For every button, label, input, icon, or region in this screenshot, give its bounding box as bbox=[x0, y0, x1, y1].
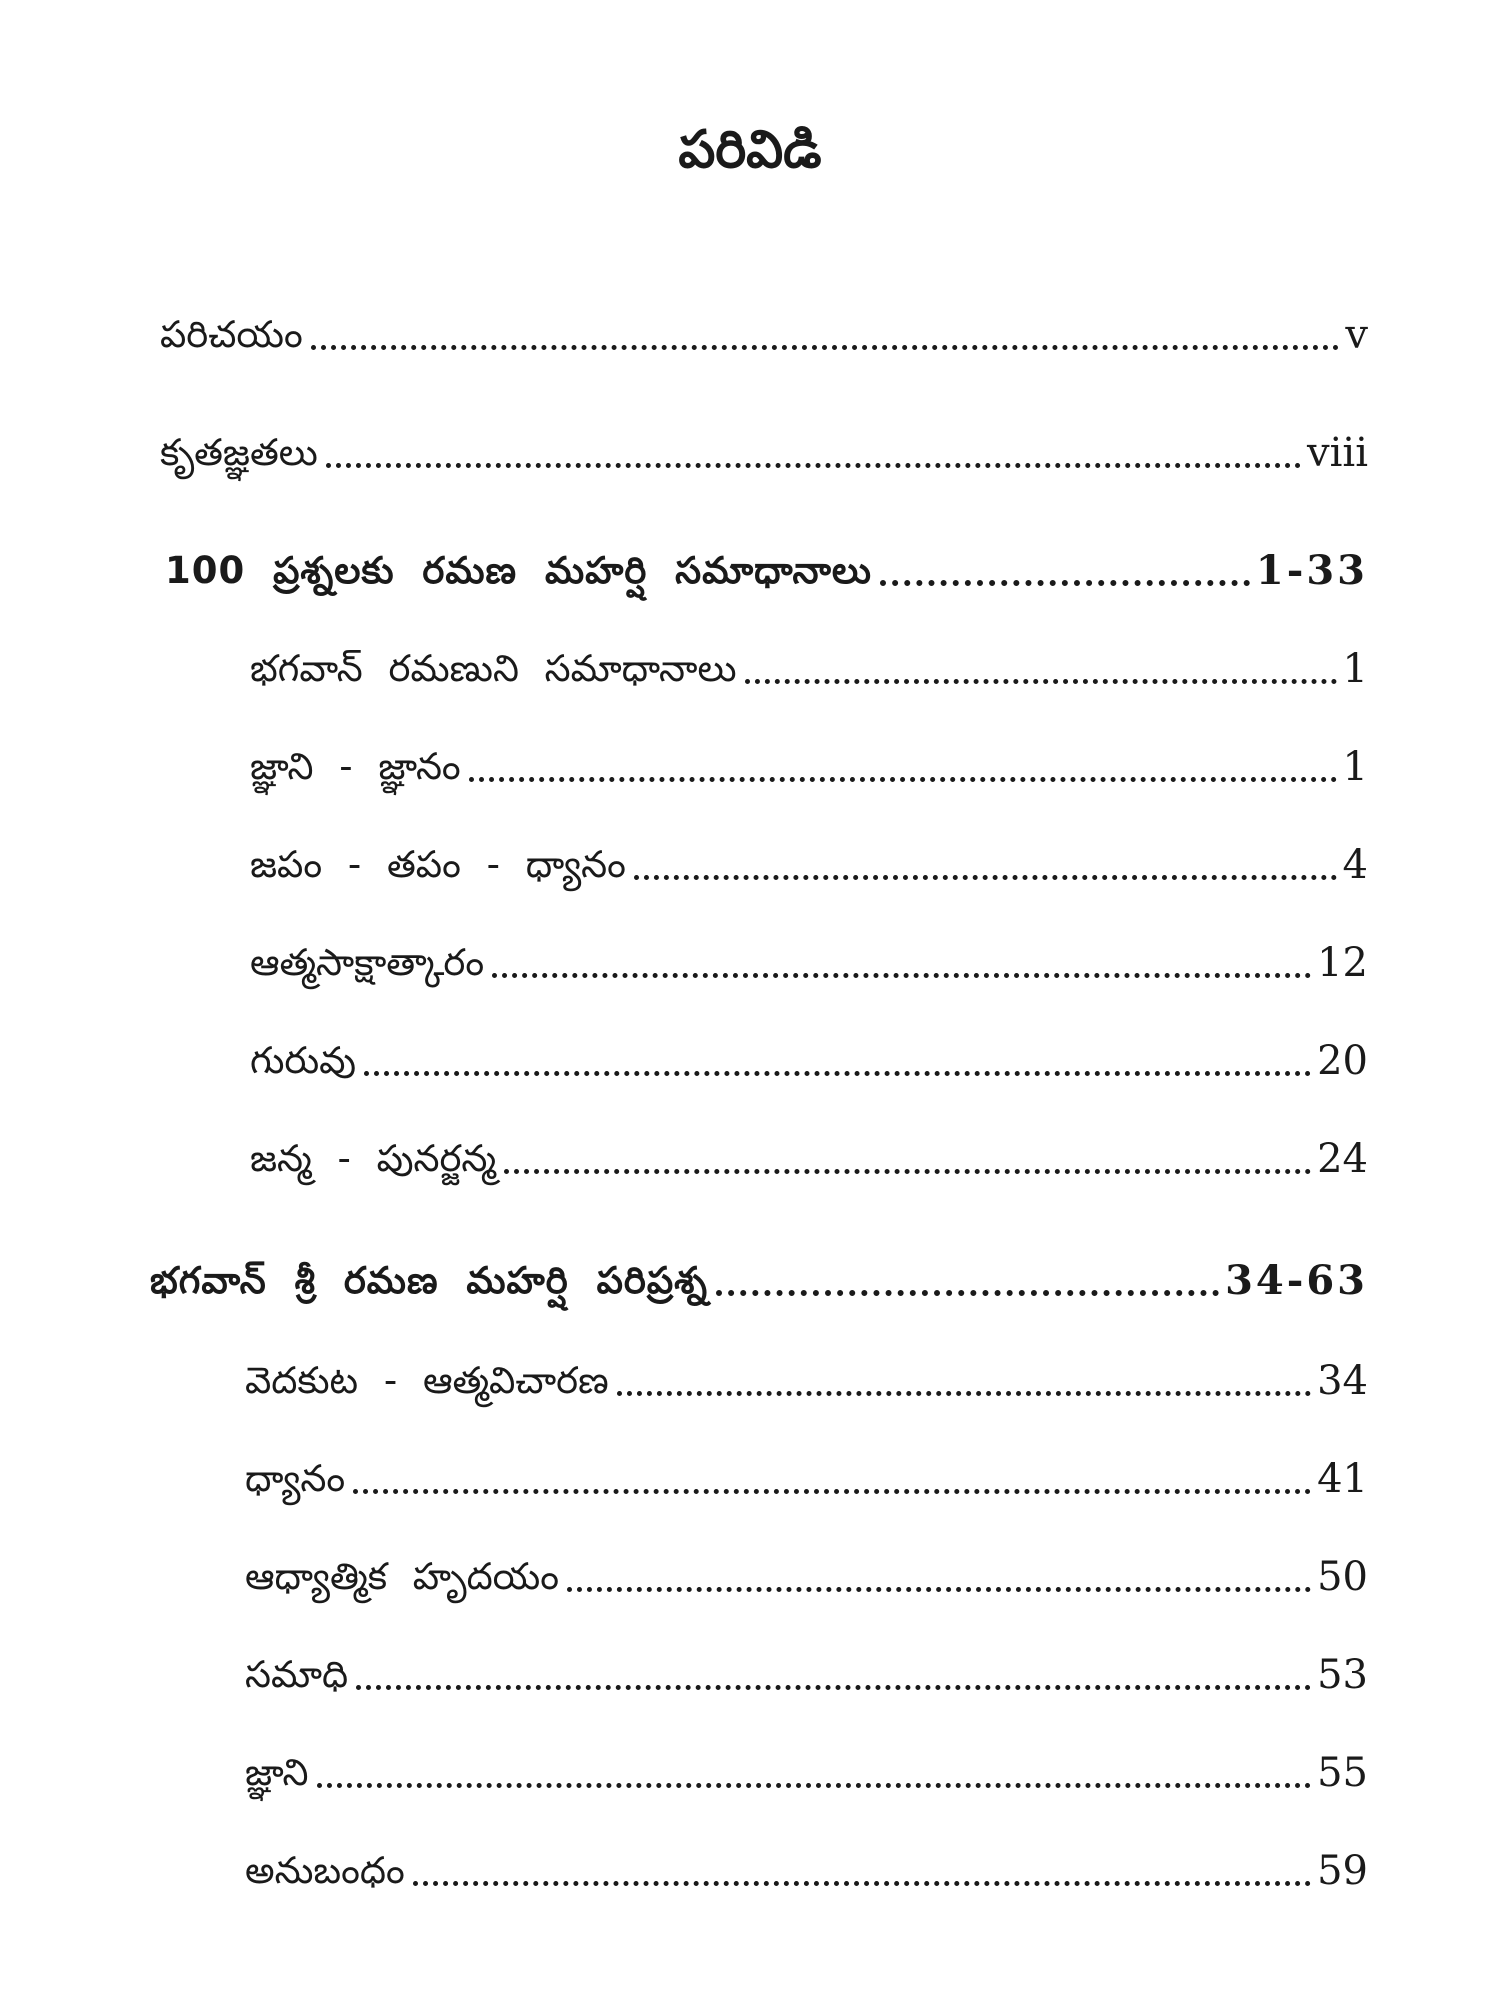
toc-section-label: 100 ప్రశ్నలకు రమణ మహర్షి సమాధానాలు bbox=[165, 549, 872, 592]
toc-page-number: 53 bbox=[1317, 1652, 1368, 1698]
toc-page-number: 12 bbox=[1317, 940, 1368, 986]
toc-entry-sub[interactable] bbox=[250, 928, 1368, 998]
dot-leader bbox=[413, 1881, 1311, 1886]
toc-page-number: 24 bbox=[1317, 1136, 1368, 1182]
toc-section-100-questions[interactable] bbox=[165, 536, 1368, 606]
dot-leader bbox=[469, 777, 1337, 782]
dot-leader bbox=[567, 1587, 1311, 1592]
dot-leader bbox=[617, 1391, 1311, 1396]
toc-entry-label: వెదకుట - ఆత్మవిచారణ bbox=[245, 1359, 609, 1402]
toc-entry-label: గురువు bbox=[250, 1039, 357, 1082]
toc-entry-label: జపం - తపం - ధ్యానం bbox=[250, 843, 626, 886]
toc-page-number: 4 bbox=[1342, 842, 1368, 888]
toc-entry-sub[interactable] bbox=[245, 1542, 1368, 1612]
toc-page-number: 59 bbox=[1317, 1848, 1368, 1894]
toc-entry-label: జన్మ - పునర్జన్మ bbox=[250, 1137, 497, 1180]
dot-leader bbox=[716, 1290, 1219, 1296]
toc-entry-sub[interactable] bbox=[250, 1124, 1368, 1194]
toc-entry-sub[interactable] bbox=[250, 1026, 1368, 1096]
dot-leader bbox=[353, 1489, 1311, 1494]
toc-entry-sub[interactable] bbox=[245, 1444, 1368, 1514]
toc-section-pariprashna[interactable] bbox=[150, 1246, 1368, 1316]
dot-leader bbox=[492, 973, 1311, 978]
toc-page-number: v bbox=[1345, 312, 1368, 358]
toc-entry-sub[interactable] bbox=[245, 1640, 1368, 1710]
toc-page-number: 55 bbox=[1317, 1750, 1368, 1796]
toc-page-number: 50 bbox=[1317, 1554, 1368, 1600]
dot-leader bbox=[326, 463, 1301, 468]
toc-entry-label: కృతజ్ఞతలు bbox=[160, 431, 318, 474]
toc-entry-sub[interactable] bbox=[250, 634, 1368, 704]
toc-page-range: 1-33 bbox=[1255, 547, 1368, 594]
toc-entry-label: భగవాన్ రమణుని సమాధానాలు bbox=[250, 647, 737, 690]
toc-entry-sub[interactable] bbox=[245, 1836, 1368, 1906]
dot-leader bbox=[745, 679, 1337, 684]
toc-page-number: 1 bbox=[1342, 646, 1368, 692]
toc-entry-label: జ్ఞాని bbox=[245, 1751, 309, 1794]
dot-leader bbox=[880, 580, 1250, 586]
toc-entry-label: ఆత్మసాక్షాత్కారం bbox=[250, 941, 485, 984]
toc-entry-label: జ్ఞాని - జ్ఞానం bbox=[250, 745, 461, 788]
toc-entry-label: ఆధ్యాత్మిక హృదయం bbox=[245, 1555, 560, 1598]
toc-entry-sub[interactable] bbox=[245, 1738, 1368, 1808]
toc-entry-preface[interactable] bbox=[160, 300, 1368, 370]
toc-entry-label: పరిచయం bbox=[160, 313, 303, 356]
toc-page-number: 41 bbox=[1317, 1456, 1368, 1502]
dot-leader bbox=[356, 1685, 1311, 1690]
toc-page-number: viii bbox=[1307, 430, 1368, 476]
toc-entry-sub[interactable] bbox=[250, 732, 1368, 802]
toc-page-number: 1 bbox=[1342, 744, 1368, 790]
toc-entry-sub[interactable] bbox=[250, 830, 1368, 900]
toc-entry-sub[interactable] bbox=[245, 1346, 1368, 1416]
dot-leader bbox=[364, 1071, 1311, 1076]
dot-leader bbox=[634, 875, 1337, 880]
dot-leader bbox=[317, 1783, 1312, 1788]
page-title: పరివిడి bbox=[678, 120, 822, 180]
toc-entry-label: సమాధి bbox=[245, 1653, 349, 1696]
toc-page-number: 34 bbox=[1317, 1358, 1368, 1404]
dot-leader bbox=[504, 1169, 1311, 1174]
toc-section-label: భగవాన్ శ్రీ రమణ మహర్షి పరిప్రశ్న bbox=[150, 1259, 708, 1302]
toc-entry-label: ధ్యానం bbox=[245, 1457, 346, 1500]
toc-page-number: 20 bbox=[1317, 1038, 1368, 1084]
toc-entry-acknowledgements[interactable] bbox=[160, 418, 1368, 488]
toc-entry-label: అనుబంధం bbox=[245, 1849, 405, 1892]
dot-leader bbox=[311, 345, 1340, 350]
toc-page-range: 34-63 bbox=[1225, 1257, 1368, 1304]
